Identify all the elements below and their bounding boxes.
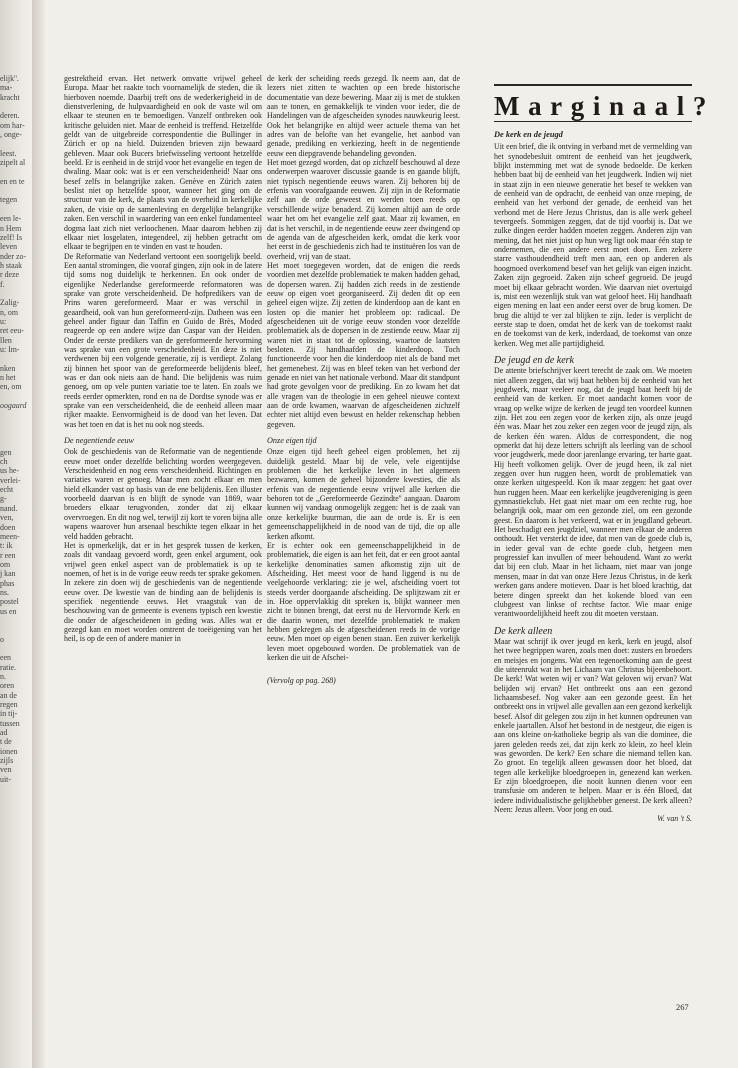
fragment-line [0, 354, 31, 363]
author-signature: W. van 't S. [657, 814, 692, 824]
fragment-line: ret eeu- [0, 326, 24, 336]
fragment-line: en, om [0, 382, 22, 392]
fragment-line: n, om [0, 307, 18, 317]
fragment-line: een [0, 653, 11, 663]
fragment-line: kracht [0, 92, 20, 102]
fragment-line: verlei- [0, 475, 21, 485]
fragment-line: u: Im- [0, 344, 20, 354]
fragment-line: deren. [0, 111, 20, 121]
fragment-line: tegen [0, 195, 18, 205]
fragment-line: r deze [0, 270, 20, 280]
fragment-line: n Hem [0, 223, 22, 233]
fragment-line: en en te [0, 176, 25, 186]
fragment-line [0, 139, 31, 148]
fragment-line: echt [0, 485, 14, 495]
page-number: 267 [676, 1003, 689, 1012]
fragment-line [0, 167, 31, 176]
paragraph: Er is echter ook een gemeenschappelijkheid in de problematiek, die eigen is aan het feit, dat er een groot aantal kerkelijke denominaties samen afkomstig zijn uit de Afscheiding. Het meest voor de hand liggend is nu de veelgehoorde verklaring: zie je wel, afscheiding voert tot steeds verder doorgaande afscheiding. De splijtzwam zit er in. Hoe oppervlakkig dit spreken is, blijkt wanneer men zicht te binnen brengt, dat eerst nu de Hervormde Kerk en die daarin wonen, met dezelfde problematiek te maken hebben gekregen als de afgescheidenen reeds in de vorige eeuw. Men moet op eigen benen staan. Een zuiver kerkelijk leven moet opgebouwd worden. De problematiek van de kerken die uit de Afschei- [267, 540, 460, 662]
fragment-line: nand. [0, 503, 18, 513]
fragment-line: phas [0, 578, 15, 588]
fragment-line: gen [0, 447, 12, 457]
fragment-line: zelf! Is [0, 232, 23, 242]
fragment-line: Zalig- [0, 298, 20, 308]
marginaal-title-rule [494, 121, 692, 122]
fragment-line [0, 186, 31, 195]
fragment-line: h staak [0, 260, 23, 270]
fragment-line: om [0, 559, 11, 569]
fragment-line: meen- [0, 531, 20, 541]
marginaal-paragraph: Uit een brief, die ik ontving in verband met de vermelding van het synodebesluit omtrent de eenheid van het jeugdwerk, blijkt instemming met wat de synode bedoelde. De kerken hebben baat bij de eenheid van het jeugdwerk. Indien wij niet in staat zijn in een nieuwe generatie het besef te wekken van de eenheid van de opdracht, de eenheid van onze roeping, de eenheid van het verbond der genade, de eenheid van het verbond met de Here Jezus Christus, dan is alle werk geheel tevergeefs. Sommigen zeggen, dat de tijd voorbij is. Dat we zulke dingen eerder hadden moeten zeggen. Anderen zijn van mening, dat het niet juist op hun weg ligt ook maar één stap te ondernemen, die een andere eerst moet doen. Een zekere starre vasthoudendheid treft men aan, een op anderen als hoogmoed overkomend besef van het gelijk van eigen inzicht. Zaken zijn gegroeid. Zaken zijn scheef gegroeid. De jeugd moet bij elkaar gebracht worden. Wie daarvan niet overtuigd is, mist een wezenlijk stuk van wat geloof heet. Hij handhaaft eigen mening en laat een ander eerst over de brug komen. De brug die altijd te ver zal blijken te zijn. Ieder is verplicht de eerste stap te doen, omdat het de kerk van de toekomst raakt en de toekomst van de kerk, inderdaad, de toekomst van onze kerken. Weg met alle partijdigheid. [494, 142, 692, 348]
fragment-line: leven [0, 242, 18, 252]
fragment-line: ma- [0, 83, 13, 93]
fragment-line [0, 644, 31, 653]
fragment-line: ad [0, 728, 8, 738]
fragment-line: in tij- [0, 709, 18, 719]
fragment-line: ratie. [0, 662, 16, 672]
fragment-line: een le- [0, 214, 22, 224]
fragment-line: oogaard [0, 401, 27, 411]
fragment-line [0, 205, 31, 214]
fragment-line: om har- [0, 120, 25, 130]
fragment-line [0, 616, 31, 625]
fragment-line: regen [0, 700, 18, 710]
fragment-line: zijls [0, 756, 14, 766]
fragment-line: zipelt al [0, 158, 26, 168]
fragment-line: u: [0, 316, 7, 326]
fragment-line [0, 392, 31, 401]
paragraph: Onze eigen tijd heeft geheel eigen problemen, het zij duidelijk gesteld. Maar bij de vele, vele eigentijdse problemen die het kerkelijke leven in het algemeen bezwaren, komen de geheel bijzondere kwesties, die als erfenis van de negentiende eeuw vrijwel alle kerken die behoren tot de ,,Gereformeerde Gezindte'' aangaan. Daarom kunnen wij vandaag onmogelijk zeggen: het is de zaak van onze kerkelijke buurman, die aan de orde is. Er is een gemeenschappelijkheid in de nood van de tijd, die op alle kerken afkomt. [267, 447, 460, 541]
marginaal-paragraph: Maar wat schrijf ik over jeugd en kerk, kerk en jeugd, alsof het twee begrippen waren, zoals men doet: zusters en broeders en meisjes en jongens. Wat een tegenoetkoming aan de geest die uiteenrukt wat in het Lichaam van Christus bijeenbehoort. De kerk! Wat weten wij er van? Wat geloven wij ervan? Wat belijden wij ervan? Het ontbreekt ons aan een gezond lichaamsbesef. Nog vaker aan een gezonde geest. En het ontbreekt ons in vrijwel alle gevallen aan een gezond kerkelijk besef. Alsof dit gelegen zou zijn in het kunnen opdreunen van enkele jaartallen. Alsof het bestond in de nestgeur, die eigen is aan ons kleine on-katholieke begrip als van die dominee, die jaren geleden reeds zei, dat zijn kerk zo klein, zo heel klein was geworden. De kerk? Een schare die niemand tellen kan. Zo groot. En tegelijk alleen gewassen door het bloed, dat tegen alle kerkelijke bloedgroepen in, genezend kan werken. Er zijn bloedgroepen, die nooit kunnen dienen voor een transfusie om anderen te helpen. Maar er is één Bloed, dat iedere individualistische gelijkhebber geneest. De kerk alleen? Neen: Jezus alleen. Voor jong en oud. [494, 636, 692, 815]
fragment-line: an de [0, 690, 17, 700]
fragment-line: leest. [0, 148, 17, 158]
fragment-line: t: ik [0, 541, 13, 551]
fragment-line: o [0, 634, 4, 644]
fragment-line: ch [0, 457, 8, 467]
marginaal-column [494, 126, 692, 824]
fragment-line: t de [0, 737, 12, 747]
fragment-line: r een [0, 550, 16, 560]
book-gutter [32, 0, 46, 1068]
fragment-line: us en [0, 606, 17, 616]
fragment-line: uit- [0, 774, 11, 784]
fragment-line: doen [0, 522, 16, 532]
fragment-line [0, 429, 31, 438]
fragment-line: , onge- [0, 130, 22, 140]
paragraph: Ook de geschiedenis van de Reformatie van de negentiende eeuw moet onder dezelfde belichting worden weergegeven. Verscheidenheid en nog eens verscheidenheid. Richtingen en variaties waren er genoeg. Maar men zocht elkaar en men hield elkander vast op basis van de ene belijdenis. Een illuster voorbeeld daarvan is en blijft de synode van 1869, waar broeders elkaar terugvonden, zonder dat zij elkaar overvroegen. En dit nog wel, terwijl zij kort te voren bijna alle wapens waarover hun arsenaal beschikte tegen elkaar in het veld hadden gebracht. [64, 447, 262, 541]
fragment-line [0, 438, 31, 447]
paragraph: Het moet gezegd worden, dat op zichzelf beschouwd al deze onderwerpen waarover discussie gaande is en gaande blijft, niet typisch negentiende eeuws waren. Zij behoren bij de erfenis van voorafgaande eeuwen. Zij zijn in de Reformatie zelf aan de orde geweest en werden toen reeds op verschillende wijze benaderd. Zij komen altijd aan de orde waar het om het evangelie zelf gaat. Maar zij kwamen, en dat is het verschil, in de negentiende eeuw zeer dwingend op de agenda van de afgescheiden kerk, omdat die kerk voor het eerst in de geschiedenis zich had te instituëren los van de overheid, vrij van de staat. [267, 158, 460, 261]
marginaal-top-rule [494, 84, 692, 86]
fragment-line: llen [0, 335, 12, 345]
article-column-1 [64, 74, 262, 1054]
marginaal-title: Marginaal? [494, 91, 715, 121]
article-column-2 [267, 74, 460, 1054]
fragment-line: ionen [0, 746, 18, 756]
fragment-line: nken [0, 363, 16, 373]
fragment-line: ns. [0, 587, 9, 597]
fragment-line: g- [0, 494, 7, 504]
marginaal-heading: De jeugd en de kerk [494, 354, 574, 366]
fragment-line [0, 289, 31, 298]
fragment-line [0, 420, 31, 429]
fragment-line: ven [0, 765, 12, 775]
fragment-line: us he- [0, 466, 20, 476]
fragment-line: nder zo- [0, 251, 27, 261]
fragment-line [0, 102, 31, 111]
paragraph: gestrektheid ervan. Het netwerk omvatte vrijwel geheel Europa. Maar het raakte toch voornamelijk de steden, die ik hierboven noemde. Daarbij treft ons de wederkerigheid in de dienstverlening, de hulpvaardigheid en ook de vaste wil om elkaar te steunen en te bemoedigen. Vanzelf ontbreken ook kritische geluiden niet. Maar de eenheid is treffend. Hetzelfde geldt van de uitgebreide correspondentie die Bullinger in Zürich er op na hield. Duizenden brieven zijn bewaard gebleven. Maar ook Bucers briefwisseling vertoont hetzelfde beeld. Er is eenheid in de strijd voor het evangelie en tegen de dwaling. Maar ook: wat is er een verscheidenheid! Naar ons besef zelfs in belangrijke zaken. Genève en Zürich zaten beslist niet op hetzelfde spoor, wanneer het ging om de structuur van de kerk, de plaats van de overheid in kerkelijke zaken, de visie op de samenleving en dergelijke belangrijke zaken. Een verschil in waardering van een enkel fundamenteel dogma laat zich niet verloochenen. Maar daarom hebben zij elkaar niet losgelaten, integendeel, zij hebben getracht om elkaar te begrijpen en te vinden en vast te houden. [64, 74, 262, 252]
fragment-line: tussen [0, 718, 20, 728]
paragraph: Het moet toegegeven worden, dat de enigen die reeds voordien met dezelfde problematiek te maken hadden gehad, de dopersen waren. Zij hadden zich reeds in de zestiende eeuw op eigen voet georganiseerd. Zij deden dit op een geheel eigen wijze. Zij zetten de kinderdoop aan de kant en losten op die manier het probleem op: radicaal. De afgescheidenen uit de vorige eeuw stonden voor dezelfde problematiek als de dopersen in de zestiende eeuw. Maar zij waren niet in staat tot de oplossing, waartoe de laatsten besloten. Zij handhaafden de kinderdoop. Toch functioneerde voor hen die kinderdoop niet als de band met het gemenebest. Zij was en bleef teken van het verbond der genade en niet van het nationale verbond. Maar dit standpunt had grote gevolgen voor de prediking. En zo kwam het dat alle vragen van de theologie in een geheel nieuwe context aan de orde kwamen, waarvan de afgescheidenen zichzelf echter niet altijd even bewust en helder rekenschap hebben gegeven. [267, 260, 460, 429]
fragment-line: elijk''. [0, 74, 19, 83]
fragment-line: j kan [0, 569, 16, 579]
paragraph: Het is opmerkelijk, dat er in het gesprek tussen de kerken, zoals dit vandaag gevoerd wordt, geen enkel argument, ook vrijwel geen enkel aspect van de problematiek is op te noemen, of het is in de vorige eeuw reeds ter sprake gekomen. In zekere zin doen wij de geschiedenis van de negentiende eeuw over. De kwestie van de binding aan de belijdenis is specifiek negentiende eeuws. Het vraagstuk van de beschouwing van de gemeente is evenens typisch een kwestie die onder de afgescheidenen in geding was. Alles wat er gezegd kan en moet worden omtrent de toeëigening van het heil, is op de een of andere manier in [64, 540, 262, 644]
marginaal-heading: De kerk en de jeugd [494, 130, 563, 139]
section-heading: Onze eigen tijd [267, 436, 317, 446]
fragment-line: n het [0, 373, 16, 382]
fragment-line: f. [0, 279, 5, 289]
marginaal-heading: De kerk alleen [494, 625, 553, 637]
fragment-line [0, 625, 31, 634]
fragment-line: n. [0, 672, 6, 681]
continued-note: (Vervolg op pag. 268) [267, 676, 336, 686]
left-page-fragment [0, 74, 31, 784]
paragraph: De Reformatie van Nederland vertoont een soortgelijk beeld. Een aantal stromingen, die vooraf gingen, zijn ook in de latere tijd soms nog duidelijk te herkennen. En ook onder de eigenlijke Nederlandse gereformeerde reformatoren was sprake van grote verscheidenheid. De hofpredikers van de Prins waren gereformeerd. Maar er was verschil in geaardheid, ook van hun gereformeerd-zijn. Datheen was een geheel ander figuur dan Taffin en Guido de Brès, Moded reageerde op een andere wijze dan Caspar van der Heiden. Onder de eerste predikers van de gereformeerde hervorming was sprake van een grote verscheidenheid. En deze is niet verdwenen bij een volgende generatie, zij is verdiept. Zolang zij binnen het spoor van de gereformeerde belijdenis bleef, was er dan ook niets aan de hand. Die belijdenis was ruim genoeg, om op vele punten variatie toe te laten. En zoals we reeds eerder opmerkten, rond en na de Dordtse synode was er sprake van een verscheidenheid, die de eenheid alleen maar rijker maakte. Eenvormigheid is de dood van het leven. Dat was het toen en dat is het nu ook nog steeds. [64, 251, 262, 429]
fragment-line [0, 410, 31, 419]
section-heading: De negentiende eeuw [64, 436, 135, 446]
fragment-line: oren [0, 681, 15, 691]
fragment-line: postel [0, 597, 19, 607]
fragment-line: ven, [0, 513, 14, 523]
marginaal-paragraph: De attente briefschrijver keert terecht de zaak om. We moeten niet alleen zeggen, dat wij baat hebben bij de eenheid van het jeugdwerk, maar veeleer nog, dat de jeugd baat heeft bij de eenheid van de kerken. Er moet aandacht komen voor de vraag op welke wijze de kerken de jeugd ten voordeel kunnen zijn. Het zou een zegen voor de kerken zijn, als onze jeugd één was. Maar het zou zeker een zegen voor de jeugd zijn, als de kerken één waren. Aldus de correspondent, die nog opmerkt dat hij deze letters schrijft als leerling van de school voor jeugdwerk, mede door jarenlange ervaring, ter harte gaat. Hij heeft volkomen gelijk. Over de jeugd heen, ik zal niet zeggen over hun ruggen heen, wordt de problematiek van onze kerken uitgespeeld. Kon ik maar zeggen: het gaat over hun ruggen heen. Maar een kerkelijke jeugdvereniging is geen gymnastiekclub. Het gaat niet maar om een rechte rug, hoe belangrijk ook, maar om een gezonde ziel, om een gezonde geest. En daarom is het verkeerd, wat er in jeugdland gebeurt. Het beschadigt een jeugdziel, wanneer men elkaar de anderen onthoudt. Het versterkt de idee, dat men van de goede club is, in ieder geval van de echte goede club, hetgeen men progressief kan invullen of meer behoudend. Want zo werkt dat bij een club. Maar in het lichaam, niet maar van jonge mensen, maar in dat van onze Here Jezus Christus, in de kerk werken gans andere motieven. Daar is het bloed krachtig, dat betere dingen spreekt dan het kokende bloed van een clubgeest van linkse of rechtse factor. Wie maar enige verantwoordelijkheid heeft zou dit moeten verstaan. [494, 366, 692, 619]
paragraph: de kerk der scheiding reeds gezegd. Ik neem aan, dat de lezers niet zitten te wachten op een brede historische documentatie van deze bewering. Maar zij is met de stukken aan te tonen, en gemakkelijk te vinden voor ieder, die de Handelingen van de afgescheiden synodes nauwkeurig leest. Ook het belangrijke en altijd weer actuele thema van het adres van de belofte van het evangelie, het aanbod van genade, prediking en verkiezing, heeft in de negentiende eeuw een diepgravende behandeling gevonden. [267, 74, 460, 158]
